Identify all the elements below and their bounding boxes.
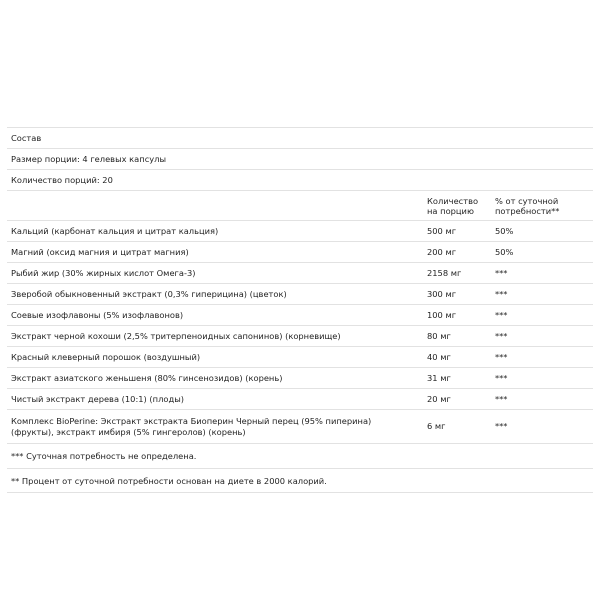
ingredient-name: Кальций (карбонат кальция и цитрат кальция) xyxy=(11,226,219,236)
ingredient-name: Магний (оксид магния и цитрат магния) xyxy=(11,247,189,257)
ingredient-amount: 80 мг xyxy=(427,331,451,341)
ingredient-dv: *** xyxy=(495,331,508,341)
supplement-facts-panel xyxy=(7,127,593,493)
ingredient-amount: 40 мг xyxy=(427,352,451,362)
ingredient-name: Чистый экстракт дерева (10:1) (плоды) xyxy=(11,394,184,404)
header-amount xyxy=(422,196,495,216)
ingredient-dv: *** xyxy=(495,289,508,299)
servings-count: Количество порций: 20 xyxy=(7,169,593,190)
ingredient-dv: *** xyxy=(495,268,508,278)
ingredient-name: Соевые изофлавоны (5% изофлавонов) xyxy=(11,310,184,320)
ingredient-amount: 20 мг xyxy=(427,394,451,404)
footnote-daily-value-basis: ** Процент от суточной потребности основан на диете в 2000 калорий. xyxy=(7,468,593,493)
ingredient-dv: 50% xyxy=(495,247,514,257)
ingredient-name: Красный клеверный порошок (воздушный) xyxy=(11,352,201,362)
ingredient-dv: *** xyxy=(495,373,508,383)
ingredient-dv: *** xyxy=(495,352,508,362)
section-title: Состав xyxy=(7,127,593,148)
ingredient-name-line-1: Комплекс BioPerine: Экстракт экстракта Биоперин Черный перец (95% пиперина) xyxy=(11,415,372,426)
ingredient-name: Экстракт азиатского женьшеня (80% гинсенозидов) (корень) xyxy=(11,373,283,383)
serving-size: Размер порции: 4 гелевых капсулы xyxy=(7,148,593,169)
table-row xyxy=(7,388,593,409)
ingredient-amount: 300 мг xyxy=(427,289,457,299)
header-dv-line-1: % от суточной xyxy=(495,195,559,206)
ingredient-name xyxy=(7,416,422,438)
header-amount-line-2: на порцию xyxy=(427,205,474,216)
ingredient-name: Экстракт черной кохоши (2,5% тритерпеноидных сапонинов) (корневище) xyxy=(11,331,341,341)
table-row xyxy=(7,262,593,283)
footnote-not-established: *** Суточная потребность не определена. xyxy=(7,443,593,468)
table-row xyxy=(7,325,593,346)
table-row xyxy=(7,367,593,388)
ingredient-name: Зверобой обыкновенный экстракт (0,3% гиперицина) (цветок) xyxy=(11,289,287,299)
table-row xyxy=(7,241,593,262)
ingredient-amount: 500 мг xyxy=(427,226,457,236)
ingredient-dv: *** xyxy=(495,421,508,431)
ingredient-amount: 200 мг xyxy=(427,247,457,257)
header-dv-line-2: потребности** xyxy=(495,205,560,216)
ingredient-amount: 2158 мг xyxy=(427,268,462,278)
ingredient-name: Рыбий жир (30% жирных кислот Омега-3) xyxy=(11,268,196,278)
ingredient-name-line-2: (фрукты), экстракт имбиря (5% гингеролов) (корень) xyxy=(11,426,246,437)
table-row xyxy=(7,346,593,367)
ingredient-amount: 6 мг xyxy=(427,421,446,431)
header-daily-value xyxy=(495,196,593,216)
ingredient-dv: *** xyxy=(495,310,508,320)
header-amount-line-1: Количество xyxy=(427,195,479,206)
ingredient-dv: 50% xyxy=(495,226,514,236)
table-header xyxy=(7,190,593,220)
table-row xyxy=(7,220,593,241)
table-row xyxy=(7,283,593,304)
ingredient-amount: 100 мг xyxy=(427,310,457,320)
ingredient-dv: *** xyxy=(495,394,508,404)
ingredient-amount: 31 мг xyxy=(427,373,451,383)
table-row-complex xyxy=(7,409,593,443)
table-row xyxy=(7,304,593,325)
